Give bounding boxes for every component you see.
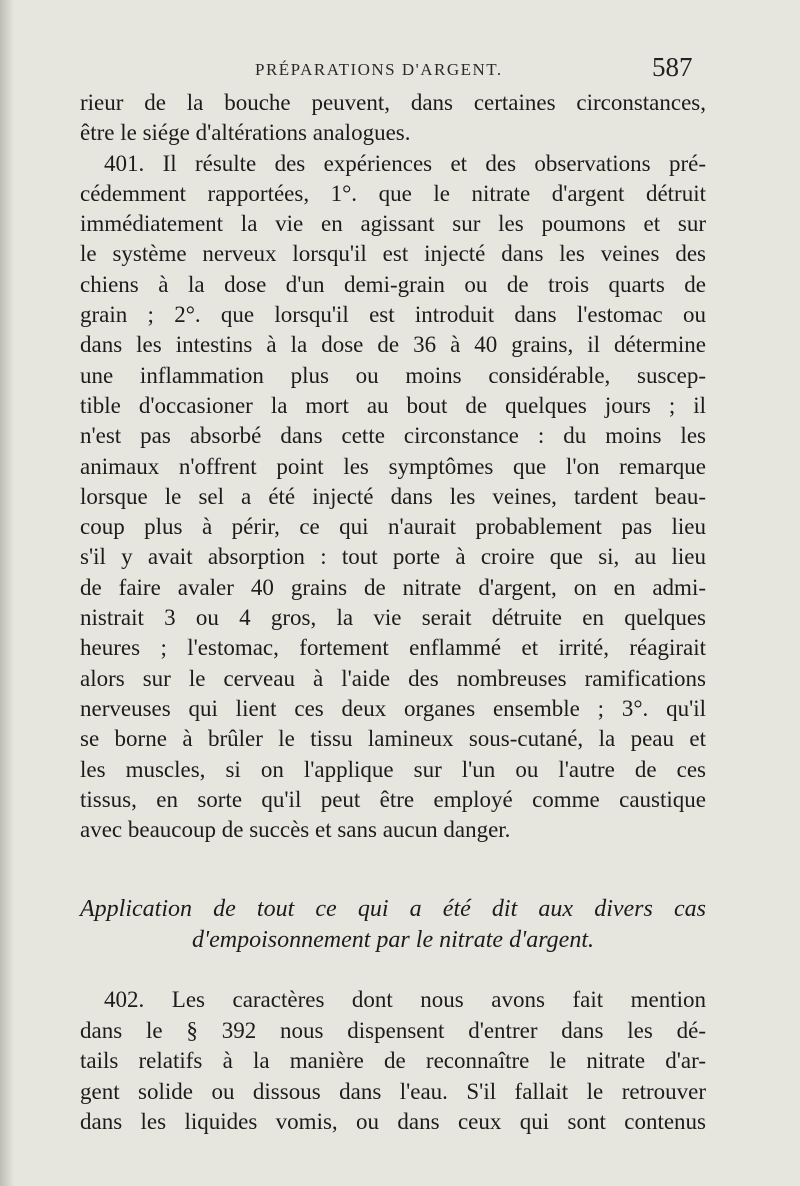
running-title: PRÉPARATIONS D'ARGENT.: [255, 60, 503, 79]
running-header: [0, 52, 800, 86]
main-text: [80, 88, 706, 845]
page-number: 587: [652, 52, 693, 82]
text-line: immédiatement la vie en agissant sur les poumons et sur: [80, 211, 706, 237]
text-line: grain ; 2°. que lorsqu'il est introduit dans l'estomac ou: [80, 302, 706, 328]
paragraph-401-start: 401. Il résulte des expériences et des observations pré-: [104, 150, 706, 176]
text-line: chiens à la dose d'un demi-grain ou de trois quarts de: [80, 271, 706, 297]
text-line: une inflammation plus ou moins considérable, suscep-: [80, 362, 706, 388]
text-line: heures ; l'estomac, fortement enflammé et irrité, réagirait: [80, 635, 706, 661]
text-line: nerveuses qui lient ces deux organes ensemble ; 3°. qu'il: [80, 695, 706, 721]
text-line: rieur de la bouche peuvent, dans certaines circonstances,: [80, 90, 706, 115]
text-line: n'est pas absorbé dans cette circonstance : du moins les: [80, 423, 706, 449]
text-line: dans les liquides vomis, ou dans ceux qui sont contenus: [80, 1109, 706, 1134]
paragraph-402-start: 402. Les caractères dont nous avons fait mention: [104, 987, 706, 1012]
text-line: le système nerveux lorsqu'il est injecté dans les veines des: [80, 241, 706, 267]
paragraph-402: [80, 985, 706, 1138]
text-line: tissus, en sorte qu'il peut être employé comme caustique: [80, 786, 706, 812]
text-line: avec beaucoup de succès et sans aucun danger.: [80, 817, 511, 843]
text-line: lorsque le sel a été injecté dans les veines, tardent beau-: [80, 483, 706, 509]
section-heading: [80, 894, 706, 956]
text-line: tible d'occasioner la mort au bout de quelques jours ; il: [80, 392, 706, 418]
text-line: dans les intestins à la dose de 36 à 40 grains, il détermine: [80, 332, 706, 358]
text-line: être le siége d'altérations analogues.: [80, 120, 411, 146]
text-line: de faire avaler 40 grains de nitrate d'argent, on en admi-: [80, 574, 706, 600]
text-line: animaux n'offrent point les symptômes que l'on remarque: [80, 453, 706, 479]
text-line: gent solide ou dissous dans l'eau. S'il fallait le retrouver: [80, 1078, 706, 1104]
text-line: alors sur le cerveau à l'aide des nombreuses ramifications: [80, 665, 706, 691]
text-line: nistrait 3 ou 4 gros, la vie serait détruite en quelques: [80, 605, 706, 631]
text-line: se borne à brûler le tissu lamineux sous-cutané, la peau et: [80, 726, 706, 752]
text-line: dans le § 392 nous dispensent d'entrer dans les dé-: [80, 1017, 706, 1043]
text-line: coup plus à périr, ce qui n'aurait probablement pas lieu: [80, 514, 706, 540]
text-line: les muscles, si on l'applique sur l'un ou l'autre de ces: [80, 756, 706, 782]
heading-line: d'empoisonnement par le nitrate d'argent.: [192, 927, 594, 953]
text-line: cédemment rapportées, 1°. que le nitrate d'argent détruit: [80, 180, 706, 206]
heading-line: Application de tout ce qui a été dit aux divers cas: [80, 896, 706, 922]
text-line: s'il y avait absorption : tout porte à croire que si, au lieu: [80, 544, 706, 570]
text-line: tails relatifs à la manière de reconnaître le nitrate d'ar-: [80, 1048, 706, 1073]
